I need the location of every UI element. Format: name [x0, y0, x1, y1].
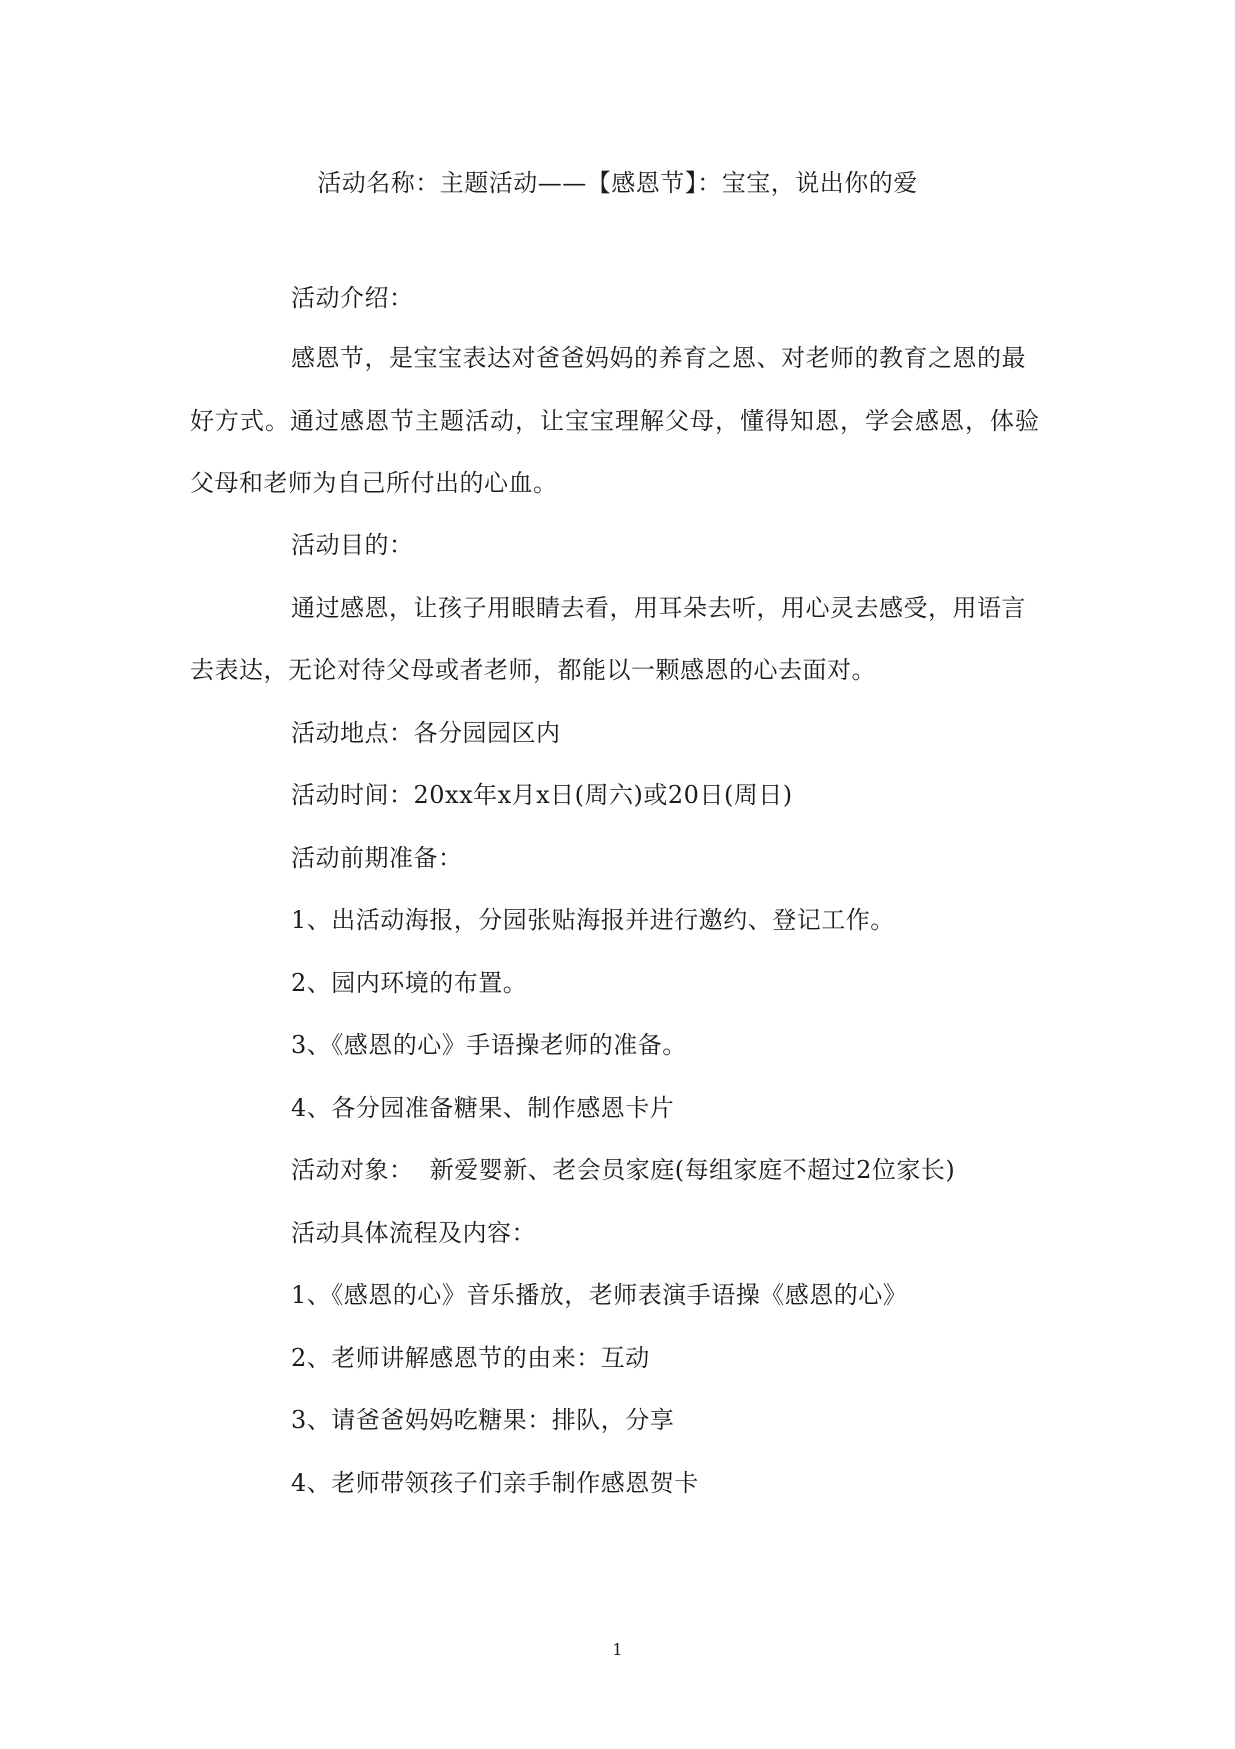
intro-paragraph-line-3: 父母和老师为自己所付出的心血。 — [190, 469, 558, 497]
intro-heading: 活动介绍： — [291, 284, 414, 312]
activity-time: 活动时间：20xx年x月x日(周六)或20日(周日) — [291, 781, 793, 809]
goal-paragraph-line-2: 去表达，无论对待父母或者老师，都能以一颗感恩的心去面对。 — [190, 656, 876, 684]
activity-audience: 活动对象： 新爱婴新、老会员家庭(每组家庭不超过2位家长) — [291, 1156, 956, 1184]
flow-item: 1、《感恩的心》音乐播放，老师表演手语操《感恩的心》 — [291, 1281, 908, 1309]
document-title: 活动名称：主题活动——【感恩节】：宝宝，说出你的爱 — [317, 169, 918, 197]
flow-heading: 活动具体流程及内容： — [291, 1219, 536, 1247]
intro-paragraph-line-2: 好方式。通过感恩节主题活动，让宝宝理解父母，懂得知恩，学会感恩，体验 — [190, 407, 1040, 435]
intro-paragraph-line-1: 感恩节，是宝宝表达对爸爸妈妈的养育之恩、对老师的教育之恩的最 — [291, 344, 1026, 372]
activity-location: 活动地点：各分园园区内 — [291, 719, 561, 747]
page-number: 1 — [612, 1640, 623, 1659]
prep-item: 4、各分园准备糖果、制作感恩卡片 — [291, 1094, 675, 1122]
prep-item: 2、园内环境的布置。 — [291, 969, 528, 997]
prep-item: 1、出活动海报，分园张贴海报并进行邀约、登记工作。 — [291, 906, 895, 934]
prep-heading: 活动前期准备： — [291, 844, 463, 872]
prep-item: 3、《感恩的心》手语操老师的准备。 — [291, 1031, 687, 1059]
flow-item: 4、老师带领孩子们亲手制作感恩贺卡 — [291, 1469, 699, 1497]
flow-item: 3、请爸爸妈妈吃糖果：排队，分享 — [291, 1406, 675, 1434]
goal-heading: 活动目的： — [291, 531, 414, 559]
goal-paragraph-line-1: 通过感恩，让孩子用眼睛去看，用耳朵去听，用心灵去感受，用语言 — [291, 594, 1026, 622]
flow-item: 2、老师讲解感恩节的由来：互动 — [291, 1344, 650, 1372]
